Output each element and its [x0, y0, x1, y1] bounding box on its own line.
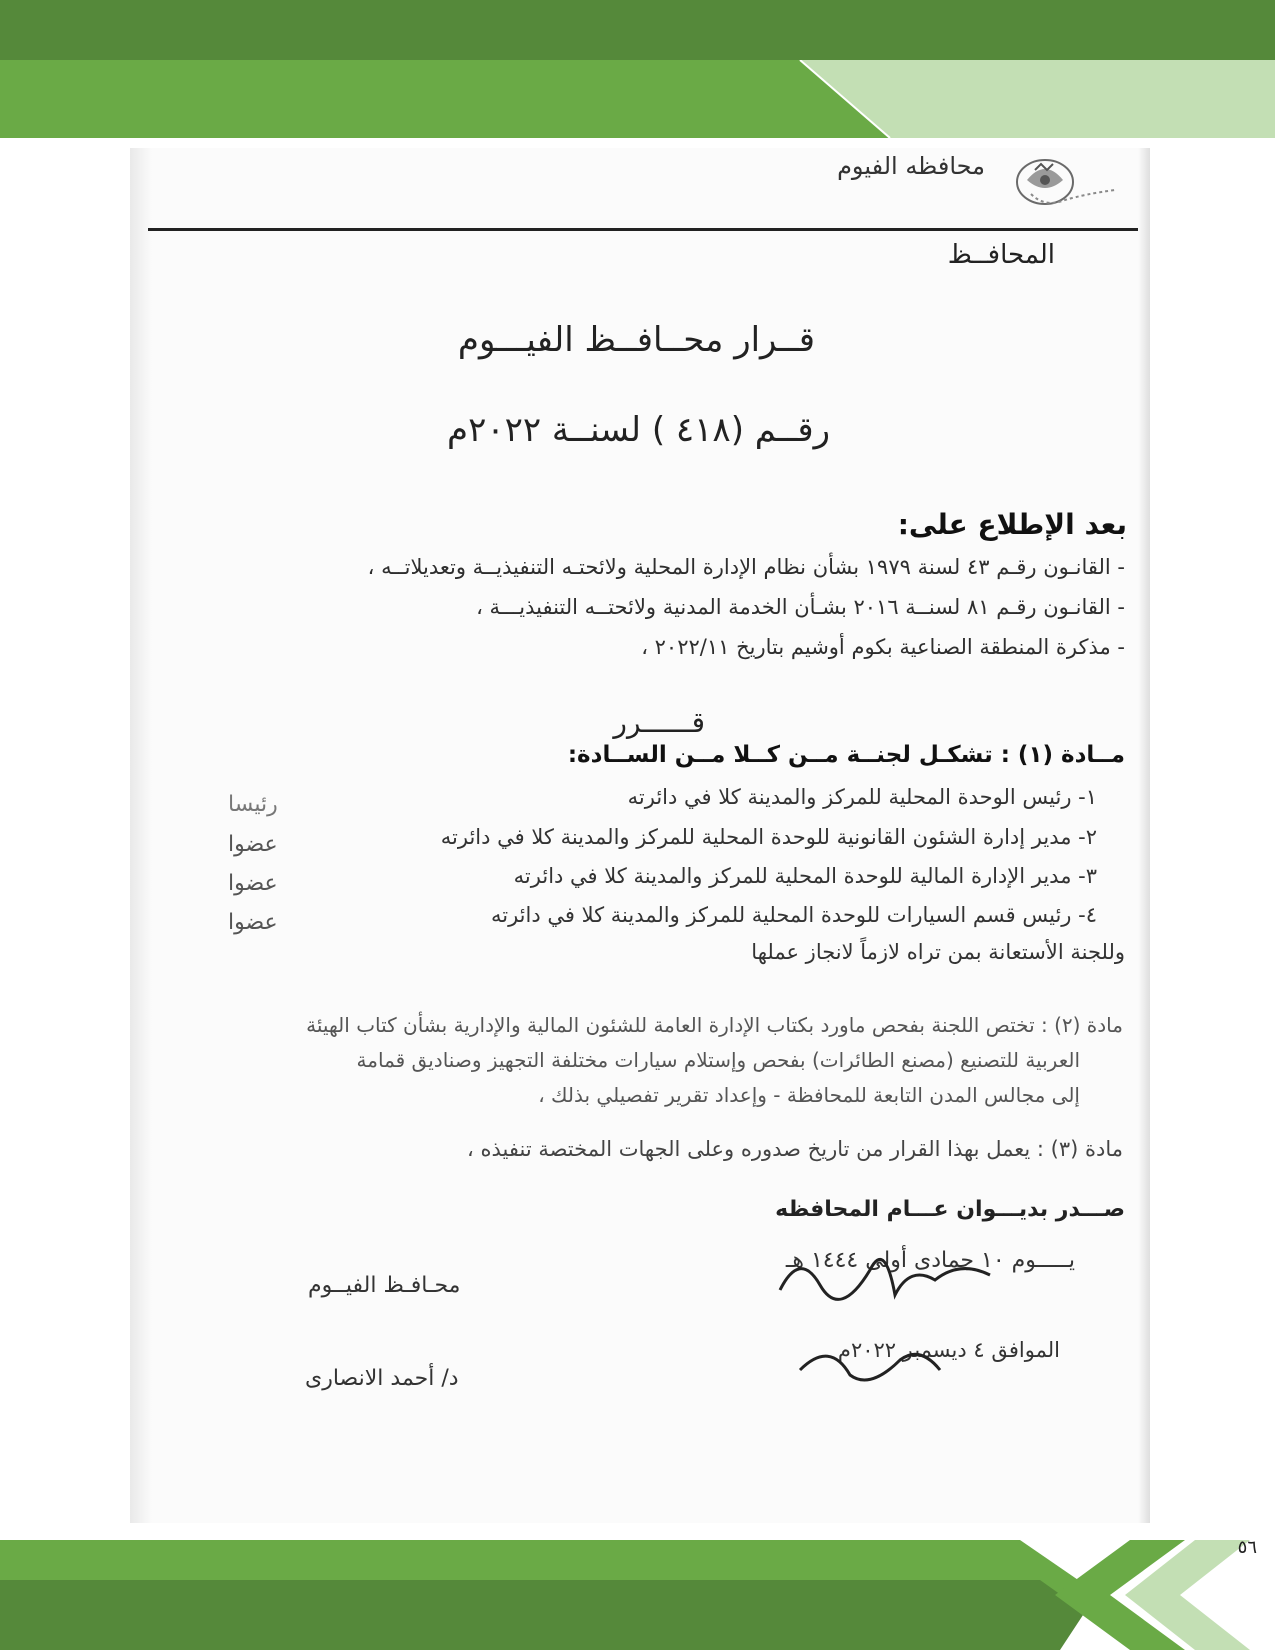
committee-role: عضوا — [228, 910, 278, 935]
decision-title: قــرار محــافــظ الفيـــوم — [457, 320, 815, 360]
signatory-title: محـافـظ الفيــوم — [308, 1273, 461, 1298]
governorate-name: محافظه الفيوم — [837, 152, 985, 180]
preamble-heading: بعد الإطلاع على: — [897, 508, 1127, 541]
committee-member: ٢- مدير إدارة الشئون القانونية للوحدة المحلية للمركز والمدينة كلا في دائرته — [440, 825, 1097, 849]
article-2-line: إلى مجالس المدن التابعة للمحافظة - وإعداد تقرير تفصيلي بذلك ، — [538, 1083, 1080, 1107]
header-chevron-band — [0, 60, 1275, 138]
decides-heading: قــــــرر — [613, 706, 705, 739]
article-2-line: العربية للتصنيع (مصنع الطائرات) بفحص وإستلام سيارات مختلفة التجهيز وصناديق قمامة — [356, 1048, 1080, 1072]
scan-shadow — [130, 148, 152, 1523]
committee-member: ١- رئيس الوحدة المحلية للمركز والمدينة كلا في دائرته — [627, 785, 1097, 809]
decision-number: رقــم (٤١٨ ) لسنــة ٢٠٢٢م — [447, 410, 830, 450]
governorate-emblem-icon — [1005, 150, 1135, 225]
letterhead-divider — [148, 228, 1138, 231]
committee-member: ٤- رئيس قسم السيارات للوحدة المحلية للمركز والمدينة كلا في دائرته — [490, 903, 1097, 927]
article-2-line: مادة (٢) : تختص اللجنة بفحص ماورد بكتاب الإدارة العامة للشئون المالية والإدارية بشأن كتاب الهيئة — [306, 1013, 1123, 1037]
committee-assistance-clause: وللجنة الأستعانة بمن تراه لازماً لانجاز عملها — [751, 940, 1125, 964]
footer-chevron-band — [0, 1540, 1275, 1650]
preamble-item: - القانـون رقـم ٨١ لسنــة ٢٠١٦ بشـأن الخدمة المدنية ولائحتــه التنفيذيـــة ، — [476, 595, 1125, 619]
article-1-heading: مــادة (١) : تشكـل لجنــة مــن كــلا مــن الســادة: — [567, 742, 1125, 768]
committee-role: عضوا — [228, 871, 278, 896]
committee-role: عضوا — [228, 832, 278, 857]
preamble-item: - القانـون رقـم ٤٣ لسنة ١٩٧٩ بشأن نظام الإدارة المحلية ولائحتـه التنفيذيــة وتعديلاتــه ، — [367, 555, 1125, 579]
committee-role: رئيسا — [228, 792, 278, 817]
preamble-item: - مذكرة المنطقة الصناعية بكوم أوشيم بتاريخ ٢٠٢٢/١١ ، — [641, 635, 1125, 659]
issued-at: صـــدر بديـــوان عـــام المحافظه — [775, 1197, 1125, 1222]
header-bar — [0, 0, 1275, 60]
scan-shadow — [1138, 148, 1150, 1523]
page-number: ٥٦ — [1237, 1537, 1257, 1558]
signatory-name: د/ أحمد الانصارى — [305, 1366, 459, 1391]
handwriting-stroke — [760, 1230, 1060, 1320]
issue-date-hijri: يـــــوم ١٠ جمادى أولى ١٤٤٤ هـ — [785, 1248, 1075, 1273]
issue-date-gregorian: الموافق ٤ ديسمبر ٢٠٢٢م — [837, 1338, 1060, 1362]
committee-member: ٣- مدير الإدارة المالية للوحدة المحلية للمركز والمدينة كلا في دائرته — [513, 864, 1097, 888]
handwriting-stroke — [790, 1330, 970, 1400]
article-3: مادة (٣) : يعمل بهذا القرار من تاريخ صدوره وعلى الجهات المختصة تنفيذه ، — [467, 1137, 1123, 1161]
office-label: المحافــظ — [947, 240, 1055, 270]
